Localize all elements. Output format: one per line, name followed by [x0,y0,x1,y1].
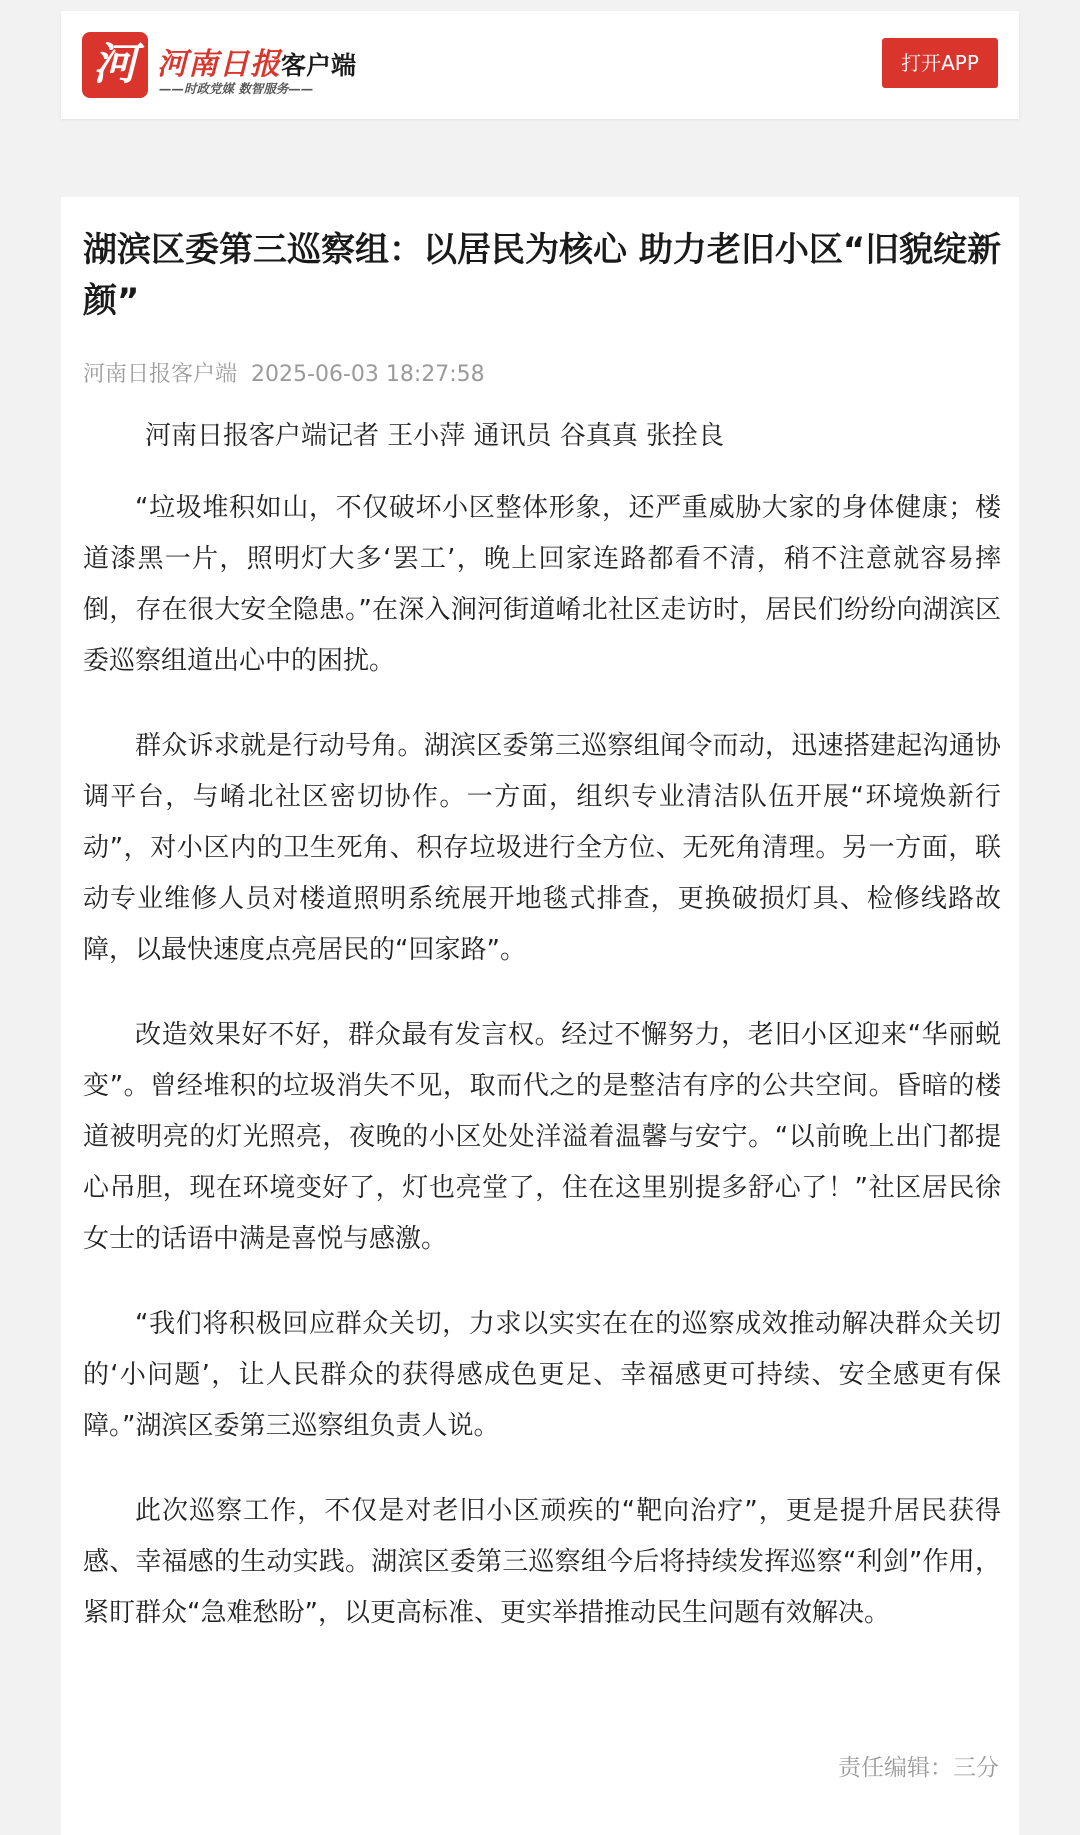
article-source: 河南日报客户端 [83,362,238,387]
open-app-button[interactable]: 打开APP [882,38,998,88]
brand-name-text: 河南日报 [157,47,281,82]
article-paragraph: “垃圾堆积如山，不仅破坏小区整体形象，还严重威胁大家的身体健康；楼道漆黑一片，照明灯大多‘罢工’，晚上回家连路都看不清，稍不注意就容易摔倒，存在很大安全隐患。”在深入涧河街道崤北社区走访时，居民们纷纷向湖滨区委巡察组道出心中的困扰。 [83,493,1001,676]
app-header [61,11,1019,119]
article-datetime: 2025-06-03 18:27:58 [251,362,485,387]
brand-tagline: ——时政党媒 数智服务—— [159,81,314,96]
brand-name[interactable] [157,39,356,83]
article-paragraph: 改造效果好不好，群众最有发言权。经过不懈努力，老旧小区迎来“华丽蜕变”。曾经堆积的垃圾消失不见，取而代之的是整洁有序的公共空间。昏暗的楼道被明亮的灯光照亮，夜晚的小区处处洋溢着温馨与安宁。“以前晚上出门都提心吊胆，现在环境变好了，灯也亮堂了，住在这里别提多舒心了！”社区居民徐女士的话语中满是喜悦与感激。 [83,1020,1001,1254]
article-meta [83,357,485,388]
article-paragraph: “我们将积极回应群众关切，力求以实实在在的巡察成效推动解决群众关切的‘小问题’，让人民群众的获得感成色更足、幸福感更可持续、安全感更有保障。”湖滨区委第三巡察组负责人说。 [83,1309,1001,1441]
brand-logo-icon[interactable]: 河 [82,32,148,98]
article-byline: 河南日报客户端记者 王小萍 通讯员 谷真真 张拴良 [145,421,725,451]
article-card [61,197,1019,1835]
article-paragraph: 此次巡察工作，不仅是对老旧小区顽疾的“靶向治疗”，更是提升居民获得感、幸福感的生动实践。湖滨区委第三巡察组今后将持续发挥巡察“利剑”作用，紧盯群众“急难愁盼”，以更高标准、更实举措推动民生问题有效解决。 [83,1496,1001,1628]
brand-name-suffix: 客户端 [281,51,357,80]
responsible-editor: 责任编辑：三分 [838,1755,999,1781]
article-paragraph: 群众诉求就是行动号角。湖滨区委第三巡察组闻令而动，迅速搭建起沟通协调平台，与崤北社区密切协作。一方面，组织专业清洁队伍开展“环境焕新行动”，对小区内的卫生死角、积存垃圾进行全方位、无死角清理。另一方面，联动专业维修人员对楼道照明系统展开地毯式排查，更换破损灯具、检修线路故障，以最快速度点亮居民的“回家路”。 [83,731,1001,965]
article-body [83,483,1001,1673]
article-title: 湖滨区委第三巡察组：以居民为核心 助力老旧小区“旧貌绽新颜” [83,230,1002,321]
